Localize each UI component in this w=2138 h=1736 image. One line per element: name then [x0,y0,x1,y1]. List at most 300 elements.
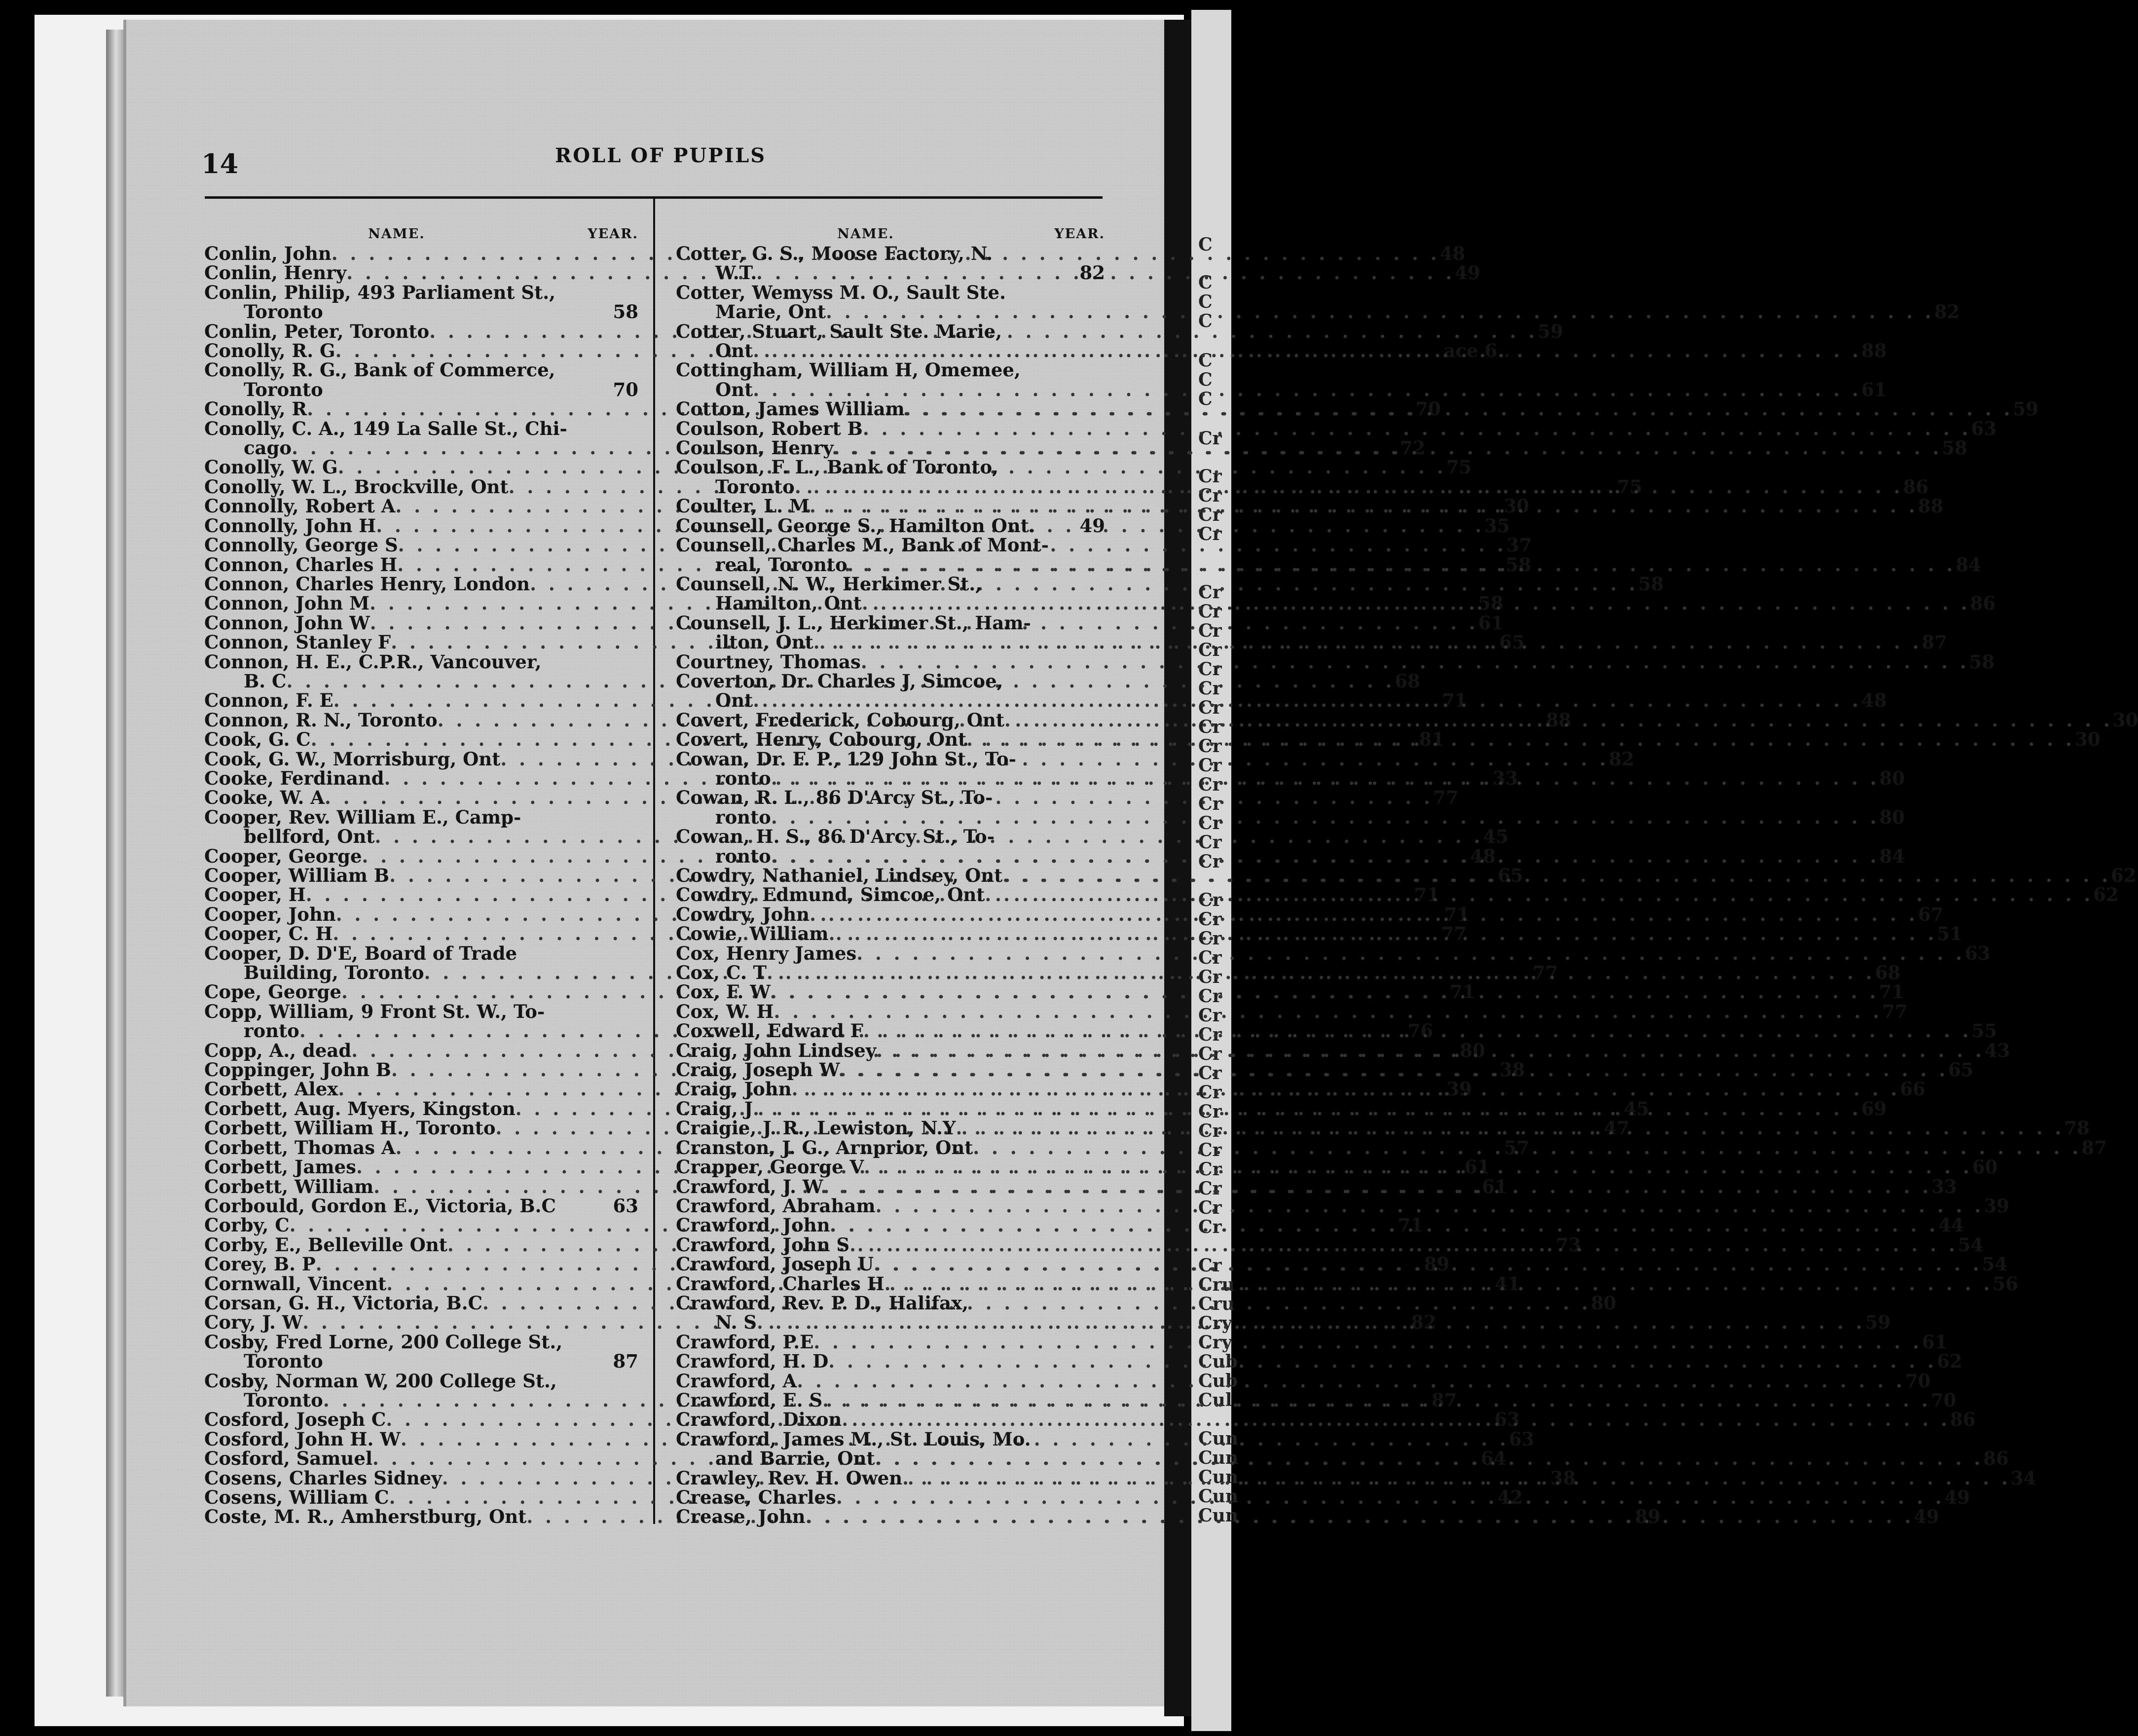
pupil-name [676,769,1880,788]
entry-continuation [676,378,1887,400]
facing-page-text: C [1198,291,1213,312]
pupil-name [676,458,1066,477]
pupil-name-text: Cory, J. W [204,1311,303,1334]
entry-continuation [204,302,638,322]
pupil-year: 68 [1395,670,1420,692]
pupil-name-text: Connon, Stanley F [204,631,391,653]
pupil-year: 58 [1969,651,1995,673]
pupil-entry [676,244,1105,263]
pupil-year: 77 [1532,962,1558,984]
pupil-name-text: Corbett, William H., Toronto [204,1117,496,1139]
pupil-year: 71 [1414,884,1440,906]
pupil-name [676,691,1861,710]
facing-page-text: Cr [1198,1217,1222,1237]
pupil-name-text: Coulson, Henry [676,437,834,459]
dot-leader [810,497,1918,516]
pupil-year: 82 [1934,301,1960,323]
pupil-name-text: Cowan, H. S., 86 D'Arcy St., To- [676,826,995,848]
pupil-name-text: Crawford, H. D [676,1350,829,1373]
dot-leader [876,1196,1984,1216]
facing-page-text: Cr [1198,1063,1222,1084]
pupil-name-text: Hamilton, Ont [715,592,862,615]
dot-leader [797,1372,1905,1391]
pupil-name [676,788,1066,807]
pupil-name-text: Cottingham, William H, Omemee, [676,359,1021,381]
facing-page-text: Cub [1198,1351,1238,1372]
facing-page-text: Cr [1198,1005,1222,1026]
pupil-name [676,594,1970,613]
dot-leader [810,905,1918,924]
pupil-name-text: Cranston, J. G., Arnprior, Ont [676,1136,973,1158]
pupil-name-text: Building, Toronto [244,962,424,984]
pupil-name [204,1196,599,1216]
pupil-year: 64 [1480,1447,1507,1470]
pupil-name-text: Cox, F. W [676,981,771,1003]
pupil-entry [676,788,1105,807]
pupil-year: 39 [1446,1078,1472,1100]
pupil-entry [204,1002,638,1021]
pupil-name [676,419,1971,438]
pupil-name-text: Corbett, William [204,1175,374,1197]
page-stack-edge [106,30,126,1697]
pupil-entry [676,614,1105,633]
pupil-name-text: Coulson, F. L., Bank of Toronto, [676,456,999,478]
pupil-name-text: Counsell, N. W., Herkimer St., [676,573,982,595]
entry-continuation [676,301,1960,323]
pupil-year: 58 [1942,437,1968,459]
pupil-name-text: ronto [715,806,771,828]
pupil-year: 82 [1079,262,1105,284]
pupil-name-text: Connon, R. N., Toronto [204,709,438,731]
pupil-year: 51 [1937,923,1962,945]
facing-page-text: Cru [1198,1294,1235,1314]
facing-page-text: C [1198,272,1213,293]
facing-page-text: C [1198,311,1213,331]
pupil-year: 68 [1875,962,1901,984]
facing-page-text: Cr [1198,717,1222,737]
pupil-name [676,438,1942,458]
pupil-name-text: Counsell, Charles M., Bank of Mont- [676,534,1049,556]
pupil-name-text: Crawford, Joseph U [676,1253,874,1275]
facing-page-text: Cr [1198,1121,1222,1141]
pupil-year: 43 [1985,1039,2010,1061]
pupil-year: 48 [1861,689,1887,712]
pupil-name-text: Cotter, Wemyss M. O., Sault Ste. [676,281,1006,303]
dot-leader [836,1488,1945,1507]
dot-leader [826,302,1934,322]
dot-leader [985,885,2093,904]
facing-page-text: Cr [1198,967,1222,987]
pupil-entry [204,652,638,672]
pupil-name-text: Covert, Henry, Cobourg, Ont [676,728,967,751]
pupil-name [676,1080,1900,1099]
pupil-name [204,380,599,399]
dot-leader [823,1177,1931,1196]
facing-page-text: Cr [1198,640,1222,660]
pupil-year: 60 [1972,1156,1998,1178]
pupil-year: 82 [1609,748,1634,770]
pupil-name [676,1060,1948,1080]
pupil-entry [204,283,638,302]
pupil-year: 77 [1441,923,1467,945]
pupil-name-text: B. C [244,670,287,692]
pupil-name-text: Corbett, Alex [204,1078,338,1100]
facing-page-text: Cry [1198,1313,1232,1334]
pupil-name-text: Craig, Joseph W [676,1059,840,1081]
facing-page-text: Cun [1198,1428,1238,1449]
dot-leader [842,1410,1950,1429]
pupil-year: 48 [1470,845,1496,867]
pupil-name [204,1333,599,1352]
dot-leader [863,1021,1972,1041]
pupil-year: 33 [1492,767,1518,789]
pupil-year: 44 [1938,1214,1964,1236]
pupil-name-text: Crawford, P.E [676,1331,814,1353]
pupil-year: 63 [1509,1428,1535,1450]
pupil-entry [676,361,1105,380]
pupil-year: 86 [1970,592,1996,615]
pupil-name-text: Cope, George [204,981,342,1003]
pupil-name [676,808,1880,827]
pupil-name-text: Coulter, L. M [676,495,810,517]
pupil-name-text: Cooper, D. D'E, Board of Trade [204,942,517,964]
pupil-name [676,1410,1950,1429]
dot-leader [861,652,1969,672]
pupil-name-text: Coulson, Robert B [676,417,863,439]
facing-page-text: Cr [1198,485,1222,506]
pupil-name-text: Conolly, R. G., Bank of Commerce, [204,359,555,381]
pupil-name-text: Cowan, Dr. F. P., 129 John St., To- [676,748,1016,770]
pupil-name [676,1469,2011,1488]
pupil-year: 34 [2011,1467,2036,1489]
pupil-year: 86 [1983,1447,2009,1470]
pupil-name-text: Craig, John Lindsey [676,1039,877,1061]
pupil-year: 49 [1944,1486,1970,1508]
pupil-name [676,1041,1985,1060]
pupil-name-text: Connon, H. E., C.P.R., Vancouver, [204,651,542,673]
pupil-name [676,1372,1905,1391]
pupil-name [676,1138,2081,1157]
pupil-name [676,380,1861,399]
pupil-year: 54 [1982,1253,2008,1275]
pupil-year: 71 [1398,1214,1424,1236]
dot-leader [795,477,1903,497]
pupil-name [676,847,1880,866]
pupil-name-text: Conolly, W. G [204,456,338,478]
pupil-year: 63 [1965,942,1991,964]
pupil-entry [204,361,638,380]
pupil-name-text: Copp, A., dead [204,1039,352,1061]
pupil-name [676,1391,1931,1410]
pupil-entry [676,1430,1105,1449]
pupil-name [676,963,1875,982]
pupil-name-text: Ont [715,689,753,712]
facing-page-text: Cub [1198,1371,1238,1391]
pupil-year: 63 [1971,417,1997,439]
pupil-year: 38 [1499,1059,1525,1081]
pupil-year: 61 [1464,1156,1490,1178]
pupil-year: 41 [1495,1272,1520,1295]
pupil-entry [676,1294,1105,1313]
facing-page-text: Cr [1198,736,1222,757]
pupil-entry [204,1196,638,1216]
dot-leader [863,419,1971,438]
pupil-name-text: Crawford, A [676,1370,797,1392]
pupil-year: 67 [1917,903,1944,925]
pupil-name [676,536,1066,555]
pupil-year: 71 [1449,981,1475,1003]
pupil-name [676,1294,1066,1313]
pupil-name [676,477,1903,497]
pupil-name-text: Coverton, Dr. Charles J, Simcoe, [676,670,1003,692]
year-header: YEAR. [588,226,638,242]
pupil-year: 63 [613,1194,638,1217]
pupil-entry [204,419,638,438]
pupil-entry [676,283,1105,302]
dot-leader [956,1119,2064,1138]
pupil-name-text: Corbett, Thomas A [204,1136,396,1158]
pupil-name-text: Crawford, Charles H [676,1272,885,1295]
right-column-header [676,224,1105,244]
pupil-name-text: Covert, Frederick, Cobourg, Ont [676,709,1004,731]
pupil-year: 45 [1623,1097,1650,1120]
dot-leader [1002,866,2111,885]
pupil-name [676,1099,1861,1119]
pupil-name [204,808,599,827]
facing-page-text: Cr [1198,466,1222,487]
dot-leader [973,1138,2081,1157]
facing-page-text: Cun [1198,1447,1238,1468]
pupil-name-text: Cooper, George [204,845,362,867]
facing-page-text: C [1198,369,1213,390]
pupil-year: 75 [1446,456,1472,478]
dot-leader [834,438,1942,458]
facing-page-text: Cr [1198,601,1222,622]
pupil-name-text: Cowan, R. L., 86 D'Arcy St., To- [676,787,993,809]
pupil-name-text: Toronto [244,301,323,323]
pupil-entry [676,536,1105,555]
pupil-name-text: Cooper, Rev. William E., Camp- [204,806,521,828]
pupil-year: 88 [1546,709,1572,731]
pupil-year: 78 [2064,1117,2090,1139]
facing-page-text: Cr [1198,1024,1222,1045]
pupil-name-text: Cosens, Charles Sidney [204,1467,442,1489]
facing-page-text: Cr [1198,1255,1222,1276]
pupil-name-text: Crawford, Dixon [676,1409,842,1431]
pupil-name-text: Crease, John [676,1506,806,1528]
dot-leader [813,633,1922,652]
dot-leader [966,730,2075,749]
pupil-name-text: Conlin, John [204,243,332,264]
pupil-name [676,652,1969,672]
dot-leader [840,1060,1948,1080]
pupil-name-text: Toronto [715,475,795,498]
dot-leader [902,1469,2011,1488]
pupil-name [204,1352,599,1371]
pupil-name-text: Connolly, John H [204,514,376,537]
pupil-year: 61 [1922,1331,1948,1353]
pupil-name-text: Cosford, John H. W [204,1428,401,1450]
pupil-name [676,244,1066,263]
pupil-year: 61 [1861,378,1887,400]
pupil-year: 82 [1411,1311,1437,1334]
pupil-name-text: Corsan, G. H., Victoria, B.C [204,1292,483,1314]
pupil-year: 71 [1441,689,1468,712]
pupil-name [676,730,2075,749]
pupil-name-text: Toronto [244,1389,323,1411]
pupil-year: 58 [1478,592,1504,615]
pupil-name-text: Crawford, Abraham [676,1194,876,1217]
pupil-name [676,497,1918,516]
dot-leader [875,1449,1983,1468]
pupil-name-text: Coste, M. R., Amherstburg, Ont [204,1506,527,1528]
dot-leader [771,847,1880,866]
pupil-name-text: Connolly, Robert A [204,495,396,517]
dot-leader [771,808,1880,827]
pupil-year: 81 [1419,728,1445,751]
pupil-name [676,1449,1983,1468]
pupil-name [676,302,1934,322]
pupil-name-text: Crawley, Rev. H. Owen [676,1467,903,1489]
pupil-name-text: Cooper, H [204,884,306,906]
pupil-name-text: Cosby, Fred Lorne, 200 College St., [204,1331,563,1353]
pupil-year: 39 [1984,1194,2009,1217]
dot-leader [864,1157,1972,1177]
pupil-year: 86 [1950,1409,1976,1431]
facing-page-text: Cr [1198,1178,1222,1199]
pupil-name [676,1274,1992,1294]
dot-leader [1004,711,2113,730]
pupil-year: 87 [613,1350,638,1373]
dot-leader [830,1216,1938,1235]
pupil-name-text: Copp, William, 9 Front St. W., To- [204,1000,545,1022]
pupil-year: 80 [1879,767,1905,789]
pupil-name [204,1002,599,1021]
pupil-name-text: Crawford, John S [676,1233,850,1256]
facing-page-text: Cun [1198,1505,1238,1526]
pupil-entry [676,516,1105,536]
pupil-year: 84 [1955,553,1982,576]
pupil-name-text: Conolly, R. G [204,340,335,362]
pupil-name-text: Cox, W. H [676,1000,774,1022]
pupil-name-text: Toronto [244,378,323,400]
dot-leader [828,1352,1937,1371]
pupil-year: 30 [1504,495,1529,517]
pupil-name-text: Toronto [244,1350,323,1373]
pupil-name-text: Cowdry, John [676,903,810,925]
pupil-name [676,1216,1938,1235]
dot-leader [767,963,1875,982]
pupil-year: 65 [1498,865,1523,886]
pupil-name [676,1157,1972,1177]
pupil-name [676,322,1066,341]
pupil-name-text: real, Toronto [715,553,848,576]
pupil-name [676,885,2093,904]
pupil-name [676,1196,1984,1216]
facing-page-text: Cr [1198,1044,1222,1064]
pupil-name [204,302,599,322]
pupil-year: 62 [2093,884,2119,906]
pupil-year: 58 [1506,553,1531,576]
dot-leader [822,1391,1931,1410]
dot-leader [806,1507,1914,1526]
pupil-name [676,1430,1066,1449]
facing-page-text: Cr [1198,813,1222,833]
pupil-year: 77 [1882,1000,1908,1022]
pupil-name-text: and Barrie, Ont [715,1447,875,1470]
entry-continuation [676,263,1105,283]
pupil-entry [676,750,1105,769]
pupil-name-text: Corby, E., Belleville Ont [204,1233,447,1256]
pupil-year: 69 [1861,1097,1887,1120]
facing-page-text: Cr [1198,851,1222,872]
pupil-name-text: Cotter, Stuart, Sault Ste. Marie, [676,320,1002,342]
pupil-name-text: Conolly, W. L., Brockville, Ont [204,475,509,498]
dot-leader [753,380,1861,399]
pupil-year: 61 [1478,612,1504,634]
pupil-name-text: Conolly, R [204,398,307,420]
pupil-name [676,1488,1945,1507]
pupil-name-text: Cornwall, Vincent [204,1272,387,1295]
facing-page-text: Cr [1198,505,1222,525]
facing-page-text: Cr [1198,774,1222,795]
pupil-year: 47 [1604,1117,1629,1139]
pupil-name-text: Crapper, George V [676,1156,864,1178]
year-header: YEAR. [1054,226,1105,242]
pupil-year: 59 [1538,320,1563,342]
facing-page-text: Cr [1198,620,1222,641]
pupil-year: 70 [1415,398,1441,420]
pupil-name [204,944,599,963]
pupil-name-text: Connon, John W [204,612,370,634]
pupil-year: 71 [1444,903,1470,925]
pupil-name-text: Crawford, John [676,1214,830,1236]
facing-page-text: Cul [1198,1390,1232,1410]
pupil-name-text: Cook, G. W., Morrisburg, Ont [204,748,501,770]
pupil-year: 89 [1424,1253,1450,1275]
facing-page-text: Cr [1198,947,1222,968]
dot-leader [771,769,1880,788]
pupil-name-text: ilton, Ont [715,631,813,653]
pupil-name-text: Coxwell, Edward F [676,1020,863,1042]
pupil-year: 48 [1439,243,1466,264]
pupil-name [676,750,1066,769]
pupil-name [676,399,2013,419]
dot-leader [829,924,1937,943]
pupil-name-text: ronto [244,1020,299,1042]
pupil-name [204,419,599,438]
pupil-year: 62 [2111,865,2137,886]
pupil-name [676,1002,1882,1021]
facing-page-text: Cr [1198,582,1222,603]
pupil-name-text: W.T. [715,262,757,284]
dot-leader [848,555,1956,575]
pupil-year: ace 6.. [1443,340,1510,362]
pupil-name-text: Ont [715,340,753,362]
pupil-name-text: Crease, Charles [676,1486,836,1508]
pupil-name [676,1313,1865,1332]
dot-leader [753,691,1861,710]
pupil-name-text: Craigie, J. R., Lewiston, N.Y [676,1117,956,1139]
pupil-name [676,341,1861,361]
pupil-year: 75 [1617,475,1642,498]
pupil-name-text: Connon, Charles H [204,553,398,576]
pupil-year: 45 [1483,826,1509,848]
facing-page-text: C [1198,389,1213,409]
pupil-name [676,614,1066,633]
pupil-name-text: Connon, F. E [204,689,333,712]
pupil-name-text: Cooke, W. A [204,787,325,809]
